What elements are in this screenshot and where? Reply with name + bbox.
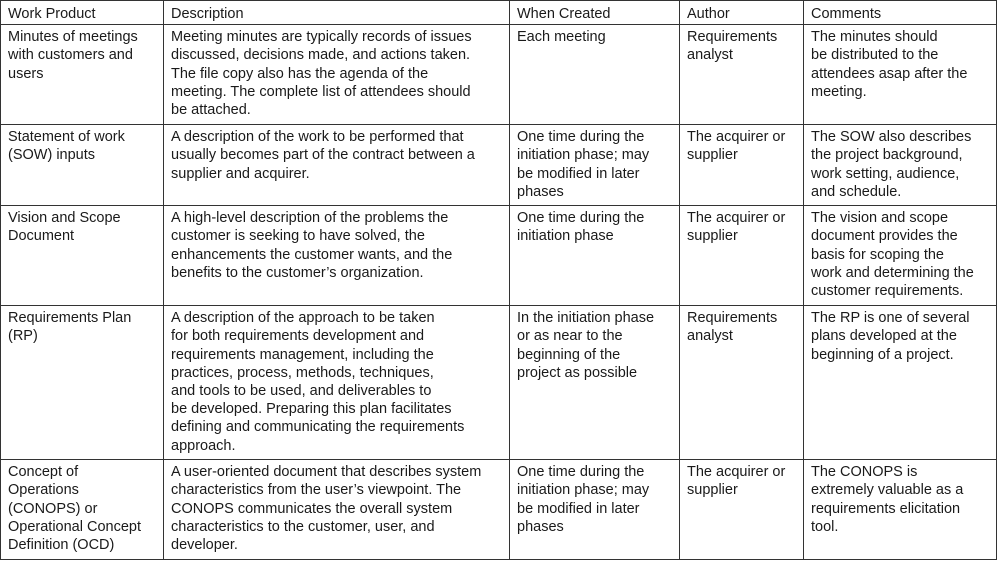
cell-description: A description of the work to be performed that usually becomes part of the contract between a supplier and acquirer. <box>164 125 510 206</box>
header-work-product: Work Product <box>1 1 164 25</box>
cell-description: A user-oriented document that describes system characteristics from the user’s viewpoint. The CONOPS communicates the overall system characteristics to the customer, user, and developer. <box>164 460 510 560</box>
table-row <box>1 25 997 125</box>
table-row <box>1 125 997 206</box>
cell-when-created: One time during the initiation phase <box>510 206 680 306</box>
cell-comments: The RP is one of several plans developed at the beginning of a project. <box>804 306 997 460</box>
cell-work-product: Vision and Scope Document <box>1 206 164 306</box>
cell-when-created: One time during the initiation phase; may be modified in later phases <box>510 125 680 206</box>
cell-comments: The vision and scope document provides the basis for scoping the work and determining the customer requirements. <box>804 206 997 306</box>
cell-work-product: Minutes of meetings with customers and users <box>1 25 164 125</box>
cell-work-product: Statement of work (SOW) inputs <box>1 125 164 206</box>
header-comments: Comments <box>804 1 997 25</box>
cell-description: A description of the approach to be taken for both requirements development and requirements management, including the practices, process, methods, techniques, and tools to be used, and deliverables to be developed. Preparing this plan facilitates defining and communicating the requirements approach. <box>164 306 510 460</box>
cell-comments: The SOW also describes the project background, work setting, audience, and schedule. <box>804 125 997 206</box>
cell-author: The acquirer or supplier <box>680 460 804 560</box>
table-row <box>1 206 997 306</box>
table-row <box>1 460 997 560</box>
header-description: Description <box>164 1 510 25</box>
header-row <box>1 1 997 25</box>
header-when-created: When Created <box>510 1 680 25</box>
cell-author: The acquirer or supplier <box>680 206 804 306</box>
header-author: Author <box>680 1 804 25</box>
cell-when-created: Each meeting <box>510 25 680 125</box>
cell-comments: The minutes should be distributed to the attendees asap after the meeting. <box>804 25 997 125</box>
cell-author: The acquirer or supplier <box>680 125 804 206</box>
cell-description: A high-level description of the problems the customer is seeking to have solved, the enhancements the customer wants, and the benefits to the customer’s organization. <box>164 206 510 306</box>
cell-when-created: In the initiation phase or as near to the beginning of the project as possible <box>510 306 680 460</box>
cell-description: Meeting minutes are typically records of issues discussed, decisions made, and actions taken. The file copy also has the agenda of the meeting. The complete list of attendees should be attached. <box>164 25 510 125</box>
table-row <box>1 306 997 460</box>
cell-author: Requirements analyst <box>680 25 804 125</box>
cell-work-product: Concept of Operations (CONOPS) or Operational Concept Definition (OCD) <box>1 460 164 560</box>
cell-work-product: Requirements Plan (RP) <box>1 306 164 460</box>
cell-comments: The CONOPS is extremely valuable as a requirements elicitation tool. <box>804 460 997 560</box>
cell-when-created: One time during the initiation phase; may be modified in later phases <box>510 460 680 560</box>
cell-author: Requirements analyst <box>680 306 804 460</box>
